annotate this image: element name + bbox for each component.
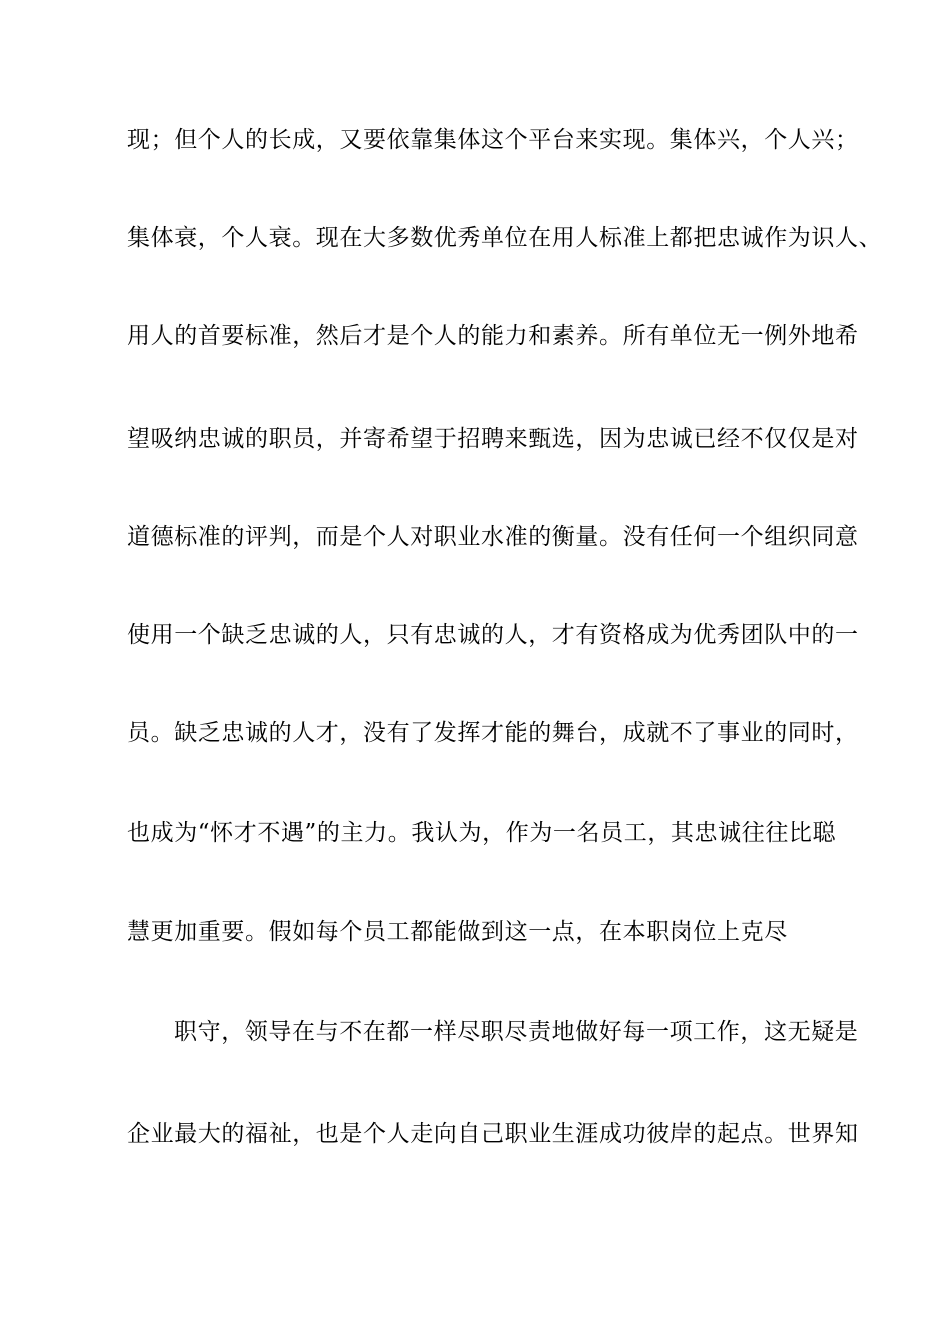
paragraph-line: 员。缺乏忠诚的人才，没有了发挥才能的舞台，成就不了事业的同时， [127,720,859,746]
paragraph-line: 现；但个人的长成，又要依靠集体这个平台来实现。集体兴，个人兴； [127,127,859,153]
paragraph-line: 也成为“怀才不遇”的主力。我认为，作为一名员工，其忠诚往往比聪 [127,820,837,846]
paragraph-line: 企业最大的福祉，也是个人走向自己职业生涯成功彼岸的起点。世界知 [127,1121,859,1147]
paragraph-line: 望吸纳忠诚的职员，并寄希望于招聘来甄选，因为忠诚已经不仅仅是对 [127,426,859,452]
paragraph-line: 用人的首要标准，然后才是个人的能力和素养。所有单位无一例外地希 [127,323,859,349]
paragraph-line: 道德标准的评判，而是个人对职业水准的衡量。没有任何一个组织同意 [127,524,859,550]
paragraph-line: 慧更加重要。假如每个员工都能做到这一点，在本职岗位上克尽 [127,919,788,945]
paragraph-line: 职守，领导在与不在都一样尽职尽责地做好每一项工作，这无疑是 [174,1019,859,1045]
paragraph-line: 使用一个缺乏忠诚的人，只有忠诚的人，才有资格成为优秀团队中的一 [127,622,859,648]
paragraph-line: 集体衰，个人衰。现在大多数优秀单位在用人标准上都把忠诚作为识人、 [127,225,883,251]
